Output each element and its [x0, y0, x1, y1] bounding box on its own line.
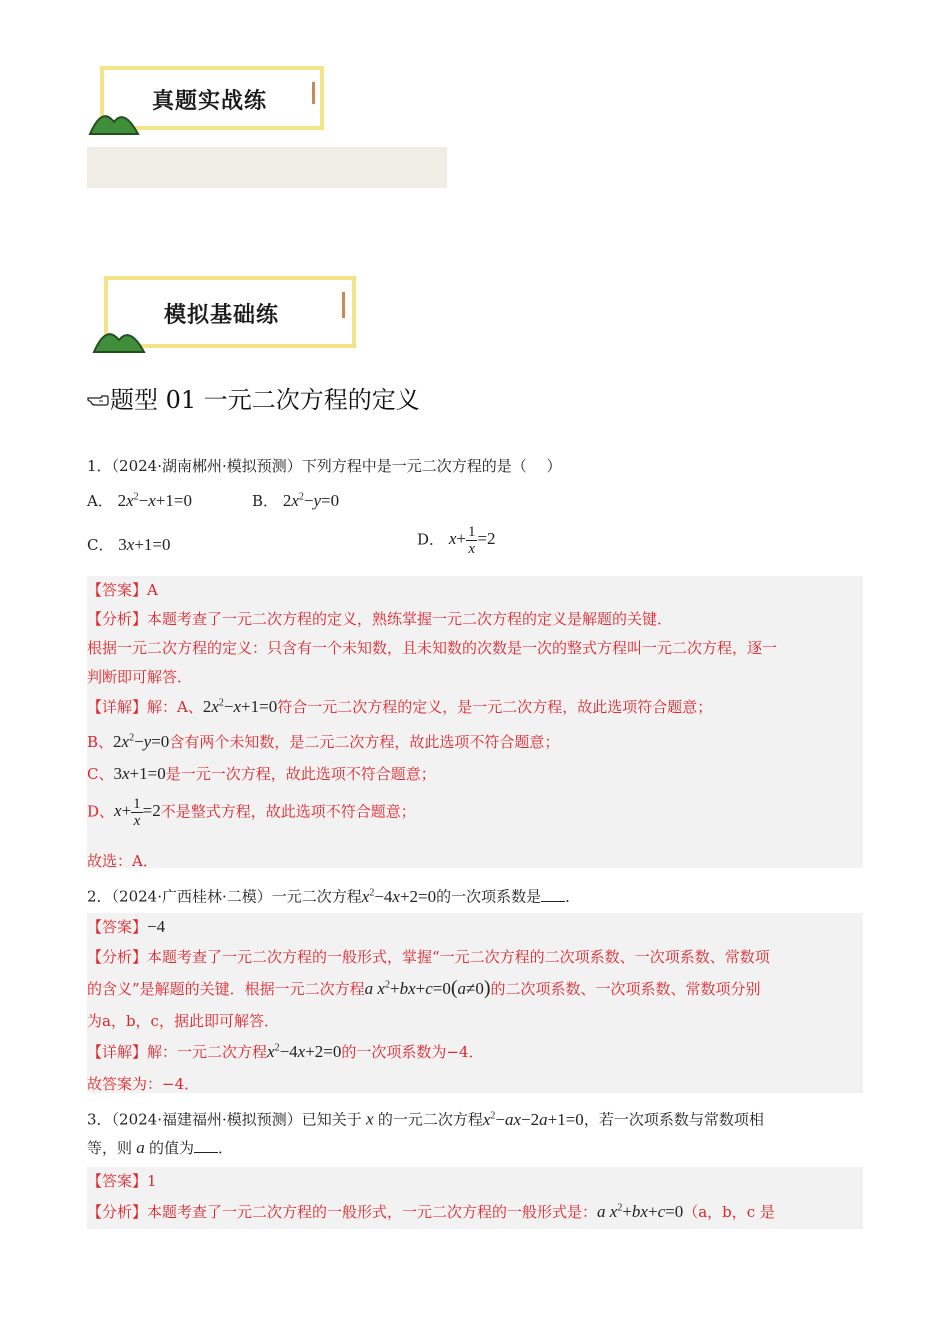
question-text: ． [565, 887, 581, 906]
answer-value: −4 [147, 917, 166, 936]
detail-formula: x+ $\frac{1}{x}$ =2 [114, 796, 161, 829]
banner-accent [342, 292, 345, 318]
answer-blank [541, 887, 565, 902]
question-text: 一元二次方程 [271, 887, 362, 906]
answer-value: 1 [147, 1172, 157, 1190]
analysis-formula: a $x^2+bx+c=0(a\ne 0)$ [364, 977, 491, 999]
detail-text: 含有两个未知数，是二元二次方程，故此选项不符合题意； [169, 733, 560, 751]
detail-text: 解：一元二次方程 [147, 1043, 268, 1061]
detail-line-d [87, 796, 416, 829]
analysis-tag: 【分析】 [87, 948, 148, 966]
analysis-line [87, 946, 770, 967]
answer-tag: 【答案】 [87, 581, 148, 599]
answer-line [87, 1170, 157, 1191]
analysis-text: 本题考查了一元二次方程的一般形式，一元二次方程的一般形式是： [147, 1203, 598, 1221]
question-3-cont [87, 1137, 233, 1159]
question-variable: x [366, 1109, 374, 1129]
analysis-text: 的含义”是解题的关键．根据一元二次方程 [87, 980, 365, 998]
question-source: （2024·福建福州·模拟预测） [111, 1110, 302, 1129]
answer-blank [194, 1138, 218, 1153]
question-source: （2024·广西桂林·二模） [111, 887, 272, 906]
question-2 [87, 882, 580, 908]
analysis-tag: 【分析】 [87, 1203, 148, 1221]
option-formula: $2x^2-x+1=0$ [117, 491, 192, 510]
analysis-line [87, 977, 761, 1000]
option-label: B． [252, 492, 279, 510]
question-text: 的值为 [149, 1139, 195, 1157]
analysis-line [87, 608, 672, 629]
detail-formula: $2x^2-y=0$ [113, 732, 170, 751]
analysis-text: 的二次项系数、一次项系数、常数项分别 [490, 980, 761, 998]
detail-line-b [87, 731, 559, 752]
answer-value: A [147, 581, 158, 599]
mountain-icon [88, 102, 144, 136]
question-variable: a [136, 1138, 145, 1157]
analysis-text: 本题考查了一元二次方程的定义，熟练掌握一元二次方程的定义是解题的关键． [147, 610, 673, 628]
question-text: ，若一次项系数与常数项相 [583, 1110, 764, 1129]
pointing-hand-icon [87, 392, 109, 406]
question-text: 等，则 [87, 1139, 133, 1157]
detail-formula: $x^2-4x+2=0$ [267, 1042, 342, 1061]
analysis-tag: 【分析】 [87, 610, 148, 628]
detail-line [87, 1041, 484, 1062]
banner-real-exam [88, 64, 328, 138]
conclusion-line: 故答案为：−4． [87, 1075, 200, 1093]
answer-tag: 【答案】 [87, 1172, 148, 1190]
empty-content-strip [87, 147, 447, 188]
option-label: D． [417, 530, 445, 549]
detail-prefix: 解：A、 [147, 698, 203, 716]
detail-prefix: C、 [87, 765, 114, 783]
question-text: ． [218, 1139, 234, 1157]
option-label: C． [87, 536, 114, 554]
banner-mock-basic [92, 274, 362, 356]
analysis-formula: a $x^2+bx+c=0$ [597, 1202, 684, 1221]
question-formula: $x^2-4x+2=0$ [361, 886, 437, 906]
question-formula: $x^2-ax-2a+1=0$ [482, 1109, 584, 1129]
detail-formula: 3x+1=0 [113, 764, 166, 783]
detail-line-c [87, 763, 436, 784]
mountain-icon [92, 320, 150, 354]
detail-text: 的一次项系数为−4． [341, 1043, 484, 1061]
question-source: （2024·湖南郴州·模拟预测） [111, 457, 302, 475]
analysis-line [87, 1201, 775, 1222]
question-3 [87, 1105, 764, 1131]
option-d [417, 524, 496, 557]
question-text: 已知关于 [301, 1110, 362, 1129]
banner-title: 真题实战练 [152, 89, 268, 114]
banner-title: 模拟基础练 [164, 303, 280, 328]
analysis-line: 判断即可解答． [87, 668, 193, 686]
detail-line-a [87, 696, 712, 717]
detail-formula: $2x^2-x+1=0$ [202, 697, 278, 716]
detail-tag: 【详解】 [87, 698, 148, 716]
answer-box-q2 [87, 913, 863, 1093]
analysis-text: 本题考查了一元二次方程的一般形式，掌握“一元二次方程的二次项系数、一次项系数、常数项 [147, 948, 770, 966]
question-text: 下列方程中是一元二次方程的是（ ） [301, 457, 562, 475]
question-number: 3． [87, 1110, 112, 1129]
option-formula: $2x^2-y=0$ [282, 491, 340, 510]
section-title: 题型 01 一元二次方程的定义 [110, 386, 420, 414]
answer-tag: 【答案】 [87, 918, 148, 936]
analysis-line: 根据一元二次方程的定义：只含有一个未知数，且未知数的次数是一次的整式方程叫一元二次方程，逐一 [87, 639, 778, 657]
answer-line [87, 579, 158, 600]
option-b [252, 490, 339, 511]
option-a [87, 490, 192, 511]
option-label: A． [87, 492, 113, 510]
question-number: 2． [87, 887, 112, 906]
banner-accent [312, 82, 315, 104]
question-text: 的一元二次方程 [377, 1110, 483, 1129]
detail-prefix: D、 [87, 802, 115, 821]
option-c [87, 534, 171, 555]
question-text: 的一次项系数是 [436, 887, 542, 906]
analysis-line: 为a，b，c，据此即可解答． [87, 1012, 279, 1030]
detail-prefix: B、 [87, 733, 114, 751]
conclusion-line: 故选：A． [87, 852, 158, 870]
option-formula: x+ $\frac{1}{x}$ =2 [448, 524, 496, 557]
question-number: 1． [87, 457, 112, 475]
detail-text: 不是整式方程，故此选项不符合题意； [160, 802, 416, 821]
question-1 [87, 455, 562, 477]
option-formula: 3x+1=0 [118, 535, 171, 554]
detail-text: 符合一元二次方程的定义，是一元二次方程，故此选项符合题意； [277, 698, 713, 716]
answer-line [87, 916, 165, 937]
detail-text: 是一元一次方程，故此选项不符合题意； [165, 765, 436, 783]
detail-tag: 【详解】 [87, 1043, 148, 1061]
analysis-text: （a，b，c 是 [683, 1203, 775, 1221]
